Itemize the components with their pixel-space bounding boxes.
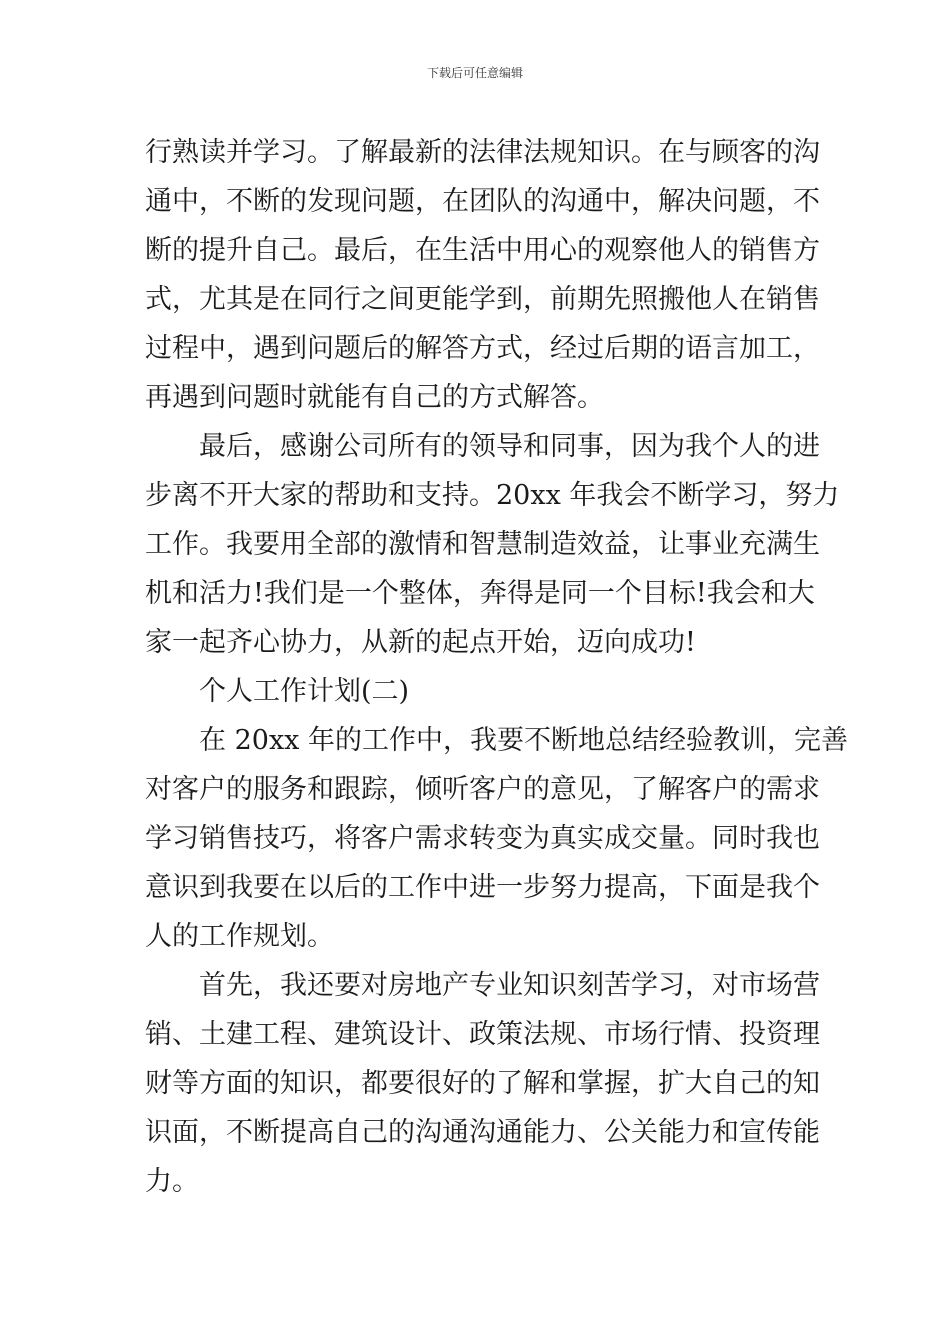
paragraph-2 xyxy=(145,422,840,667)
page-header: 下载后可任意编辑 xyxy=(426,66,523,80)
text-line: 通中，不断的发现问题，在团队的沟通中，解决问题，不 xyxy=(145,186,820,217)
text-line-first xyxy=(145,422,820,471)
section-heading xyxy=(145,667,815,716)
text-line: 首先，我还要对房地产专业知识刻苦学习，对市场营 xyxy=(199,970,820,1001)
text-line: 识面，不断提高自己的沟通沟通能力、公关能力和宣传能 xyxy=(145,1117,820,1148)
text-line: 过程中，遇到问题后的解答方式，经过后期的语言加工， xyxy=(145,333,820,364)
text-line: 式，尤其是在同行之间更能学到，前期先照搬他人在销售 xyxy=(145,284,820,315)
text-line-first xyxy=(145,716,848,765)
paragraph-3 xyxy=(145,716,848,961)
text-line: 意识到我要在以后的工作中进一步努力提高，下面是我个 xyxy=(145,872,820,903)
text-line: 机和活力!我们是一个整体，奔得是同一个目标!我会和大 xyxy=(145,578,815,609)
section-title: 个人工作计划(二) xyxy=(199,676,410,707)
text-line: 最后，感谢公司所有的领导和同事，因为我个人的进 xyxy=(199,431,820,462)
text-line: 财等方面的知识，都要很好的了解和掌握，扩大自己的知 xyxy=(145,1068,820,1099)
document-body xyxy=(145,128,848,1206)
text-line: 步离不开大家的帮助和支持。20xx 年我会不断学习，努力 xyxy=(145,480,840,511)
text-line: 销、土建工程、建筑设计、政策法规、市场行情、投资理 xyxy=(145,1019,820,1050)
paragraph-4 xyxy=(145,961,820,1206)
text-line-first xyxy=(145,961,820,1010)
text-line: 力。 xyxy=(145,1166,199,1197)
text-line: 断的提升自己。最后，在生活中用心的观察他人的销售方 xyxy=(145,235,820,266)
text-line: 行熟读并学习。了解最新的法律法规知识。在与顾客的沟 xyxy=(145,137,820,168)
text-line-first xyxy=(145,667,815,716)
text-line: 在 20xx 年的工作中，我要不断地总结经验教训，完善 xyxy=(199,725,848,756)
paragraph-1 xyxy=(145,128,820,422)
text-line: 再遇到问题时就能有自己的方式解答。 xyxy=(145,382,604,413)
text-line: 对客户的服务和跟踪，倾听客户的意见，了解客户的需求 xyxy=(145,774,820,805)
text-line: 学习销售技巧，将客户需求转变为真实成交量。同时我也 xyxy=(145,823,820,854)
text-line: 工作。我要用全部的激情和智慧制造效益，让事业充满生 xyxy=(145,529,820,560)
text-line: 人的工作规划。 xyxy=(145,921,334,952)
text-line: 家一起齐心协力，从新的起点开始，迈向成功! xyxy=(145,627,696,658)
